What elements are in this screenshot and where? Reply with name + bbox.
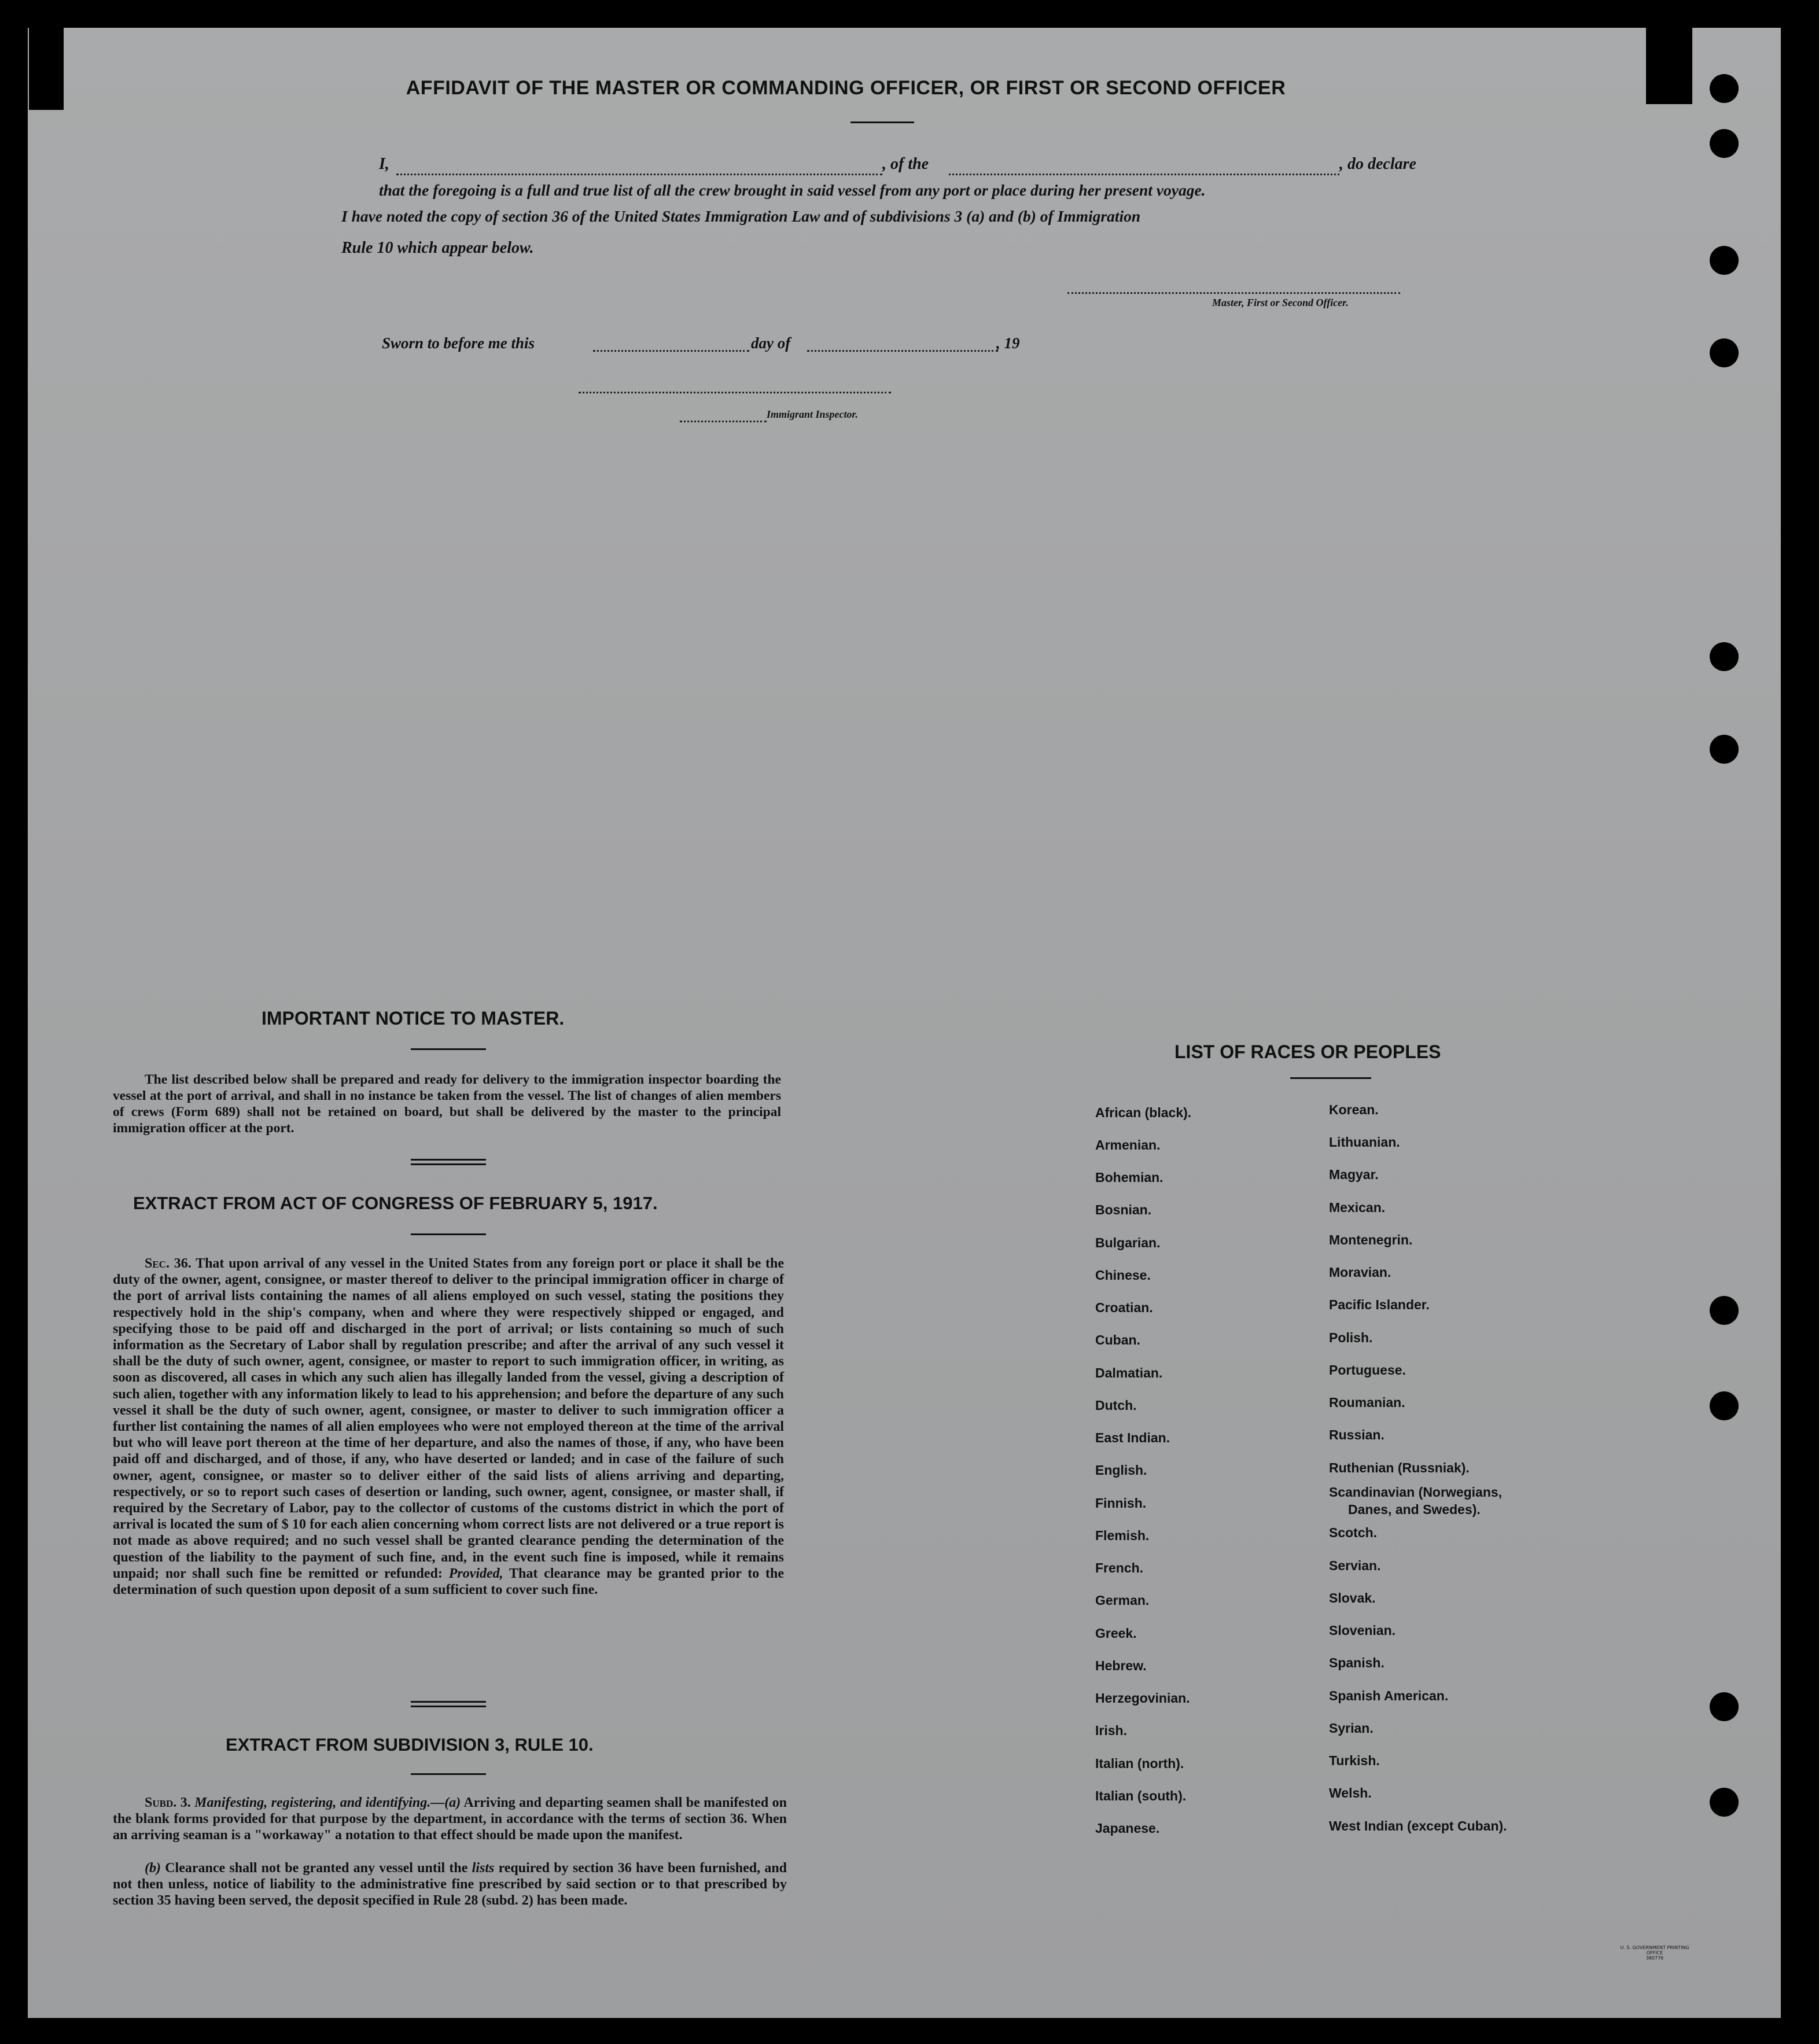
race-item: Slovak. <box>1329 1590 1376 1605</box>
race-item: Irish. <box>1095 1723 1127 1738</box>
inspector-signature-line[interactable] <box>579 392 891 393</box>
race-item: Dalmatian. <box>1095 1365 1163 1380</box>
race-item: Slovenian. <box>1329 1623 1396 1638</box>
race-item: Magyar. <box>1329 1167 1379 1182</box>
name-blank[interactable] <box>396 174 882 175</box>
sworn-month-blank[interactable] <box>807 350 998 352</box>
race-item: Spanish. <box>1329 1655 1384 1670</box>
race-item: German. <box>1095 1593 1150 1608</box>
race-item: Scandinavian (Norwegians, <box>1329 1485 1503 1500</box>
declaration-i: I, <box>379 155 389 173</box>
race-item: Herzegovinian. <box>1095 1691 1190 1706</box>
race-item: Montenegrin. <box>1329 1232 1413 1247</box>
act-double-rule-top <box>411 1701 486 1703</box>
provided-label: Provided, <box>448 1566 503 1581</box>
rule-subd-a <box>113 1795 787 1843</box>
race-item: Hebrew. <box>1095 1658 1147 1673</box>
punch-hole <box>1710 1391 1739 1420</box>
officer-signature-label: Master, First or Second Officer. <box>1212 297 1349 308</box>
race-item: Welsh. <box>1329 1785 1372 1800</box>
race-item: Syrian. <box>1329 1721 1374 1736</box>
act-extract-title: EXTRACT FROM ACT OF CONGRESS OF FEBRUARY 5, 1917. <box>133 1193 658 1213</box>
race-item: Bosnian. <box>1095 1202 1152 1217</box>
race-item: Italian (north). <box>1095 1756 1184 1771</box>
notice-title-underline <box>411 1048 486 1050</box>
race-item: Danes, and Swedes). <box>1348 1502 1481 1517</box>
race-item: Scotch. <box>1329 1525 1378 1540</box>
act-title-underline <box>411 1233 486 1235</box>
subd-b-lists: lists <box>472 1861 495 1876</box>
punch-hole <box>1710 246 1739 275</box>
race-item: Pacific Islander. <box>1329 1297 1430 1312</box>
notice-double-rule-top <box>411 1159 486 1161</box>
title-underline <box>850 121 914 123</box>
sec-36-label: Sec. 36. <box>145 1256 192 1271</box>
punch-hole <box>1710 735 1739 764</box>
subd-a-label: —(a) <box>430 1795 461 1810</box>
affidavit-title: AFFIDAVIT OF THE MASTER OR COMMANDING OFFICER, OR FIRST OR SECOND OFFICER <box>406 77 1286 99</box>
subd-3-label: Subd. 3. <box>145 1795 191 1810</box>
printer-imprint-line-1: U. S. GOVERNMENT PRINTING OFFICE <box>1620 1945 1689 1955</box>
inspector-label: Immigrant Inspector. <box>767 408 859 420</box>
race-item: Mexican. <box>1329 1200 1386 1215</box>
subd-a-text: Arriving and departing seamen shall be manifested on the blank forms provided for that purpose by the department, in accordance with the terms of section 36. When an arriving seaman is a "workaway" a notation to that effect should be made upon the manifest. <box>113 1795 787 1843</box>
race-item: Flemish. <box>1095 1528 1150 1543</box>
race-item: East Indian. <box>1095 1430 1170 1445</box>
race-item: Turkish. <box>1329 1753 1380 1768</box>
race-item: Russian. <box>1329 1427 1384 1442</box>
race-item: Finnish. <box>1095 1496 1147 1511</box>
punch-hole <box>1710 129 1739 158</box>
race-item: English. <box>1095 1463 1147 1478</box>
rule-extract-title: EXTRACT FROM SUBDIVISION 3, RULE 10. <box>226 1734 594 1755</box>
race-item: Armenian. <box>1095 1137 1161 1152</box>
race-item: Ruthenian (Russniak). <box>1329 1460 1470 1475</box>
sworn-year: , 19 <box>996 334 1020 352</box>
position-blank[interactable] <box>949 174 1339 175</box>
declaration-declare: , do declare <box>1339 155 1416 173</box>
rule-title-underline <box>411 1773 486 1775</box>
punch-hole <box>1710 1692 1739 1721</box>
declaration-line-3: I have noted the copy of section 36 of the United States Immigration Law and of subdivisions 3 (a) and (b) of Immigration <box>341 207 1141 225</box>
printer-imprint-line-2: 380776 <box>1645 1955 1664 1961</box>
punch-hole <box>1710 642 1739 671</box>
notice-title: IMPORTANT NOTICE TO MASTER. <box>262 1008 565 1029</box>
notice-double-rule-bottom <box>411 1163 486 1165</box>
race-item: Korean. <box>1329 1102 1379 1117</box>
sworn-day-of: day of <box>751 334 791 352</box>
race-item: Spanish American. <box>1329 1688 1449 1703</box>
race-item: Cuban. <box>1095 1332 1140 1347</box>
race-item: Croatian. <box>1095 1300 1153 1315</box>
provided-text: That clearance may be granted prior to the determination of such question upon deposit of a sum sufficient to cover such fine. <box>113 1566 785 1598</box>
printer-imprint <box>1620 1945 1689 1961</box>
act-extract-body <box>113 1255 784 1598</box>
race-item: Dutch. <box>1095 1398 1137 1413</box>
race-item: French. <box>1095 1560 1144 1575</box>
rule-subd-b <box>113 1860 787 1909</box>
notice-body: The list described below shall be prepared and ready for delivery to the immigration inspector boarding the vessel at the port of arrival, and shall in no instance be taken from the vessel. The list of changes of alien members of crews (Form 689) shall not be retained on board, but shall be delivered by the master to the principal immigration officer at the port. <box>113 1072 781 1136</box>
act-double-rule-bottom <box>411 1706 486 1707</box>
sec-36-text: That upon arrival of any vessel in the United States from any foreign port or place it shall be the duty of the owner, agent, consignee, or master thereof to deliver to the principal immigration officer in charge of the port of arrival lists containing the names of all aliens employed on such vessel, stating the positions they respectively hold in the ship's company, when and where they were respectively shipped or engaged, and specifying those to be paid off and discharged in the port of arrival; or lists containing so much of such information as the Secretary of Labor shall by regulation prescribe; and after the arrival of any such vessel it shall be the duty of such owner, agent, consignee, or master to report to such immigration officer, in writing, as soon as discovered, all cases in which any such alien has illegally landed from the vessel, giving a description of such alien, together with any information likely to lead to his apprehension; and before the departure of any such vessel it shall be the duty of such owner, agent, consignee, or master to deliver to such immigration officer a further list containing the names of all alien employees who were not employed thereon at the time of the arrival but who will leave port thereon at the time of her departure, and also the names of those, if any, who have been paid off and discharged, and of those, if any, who have deserted or landed; and in case of the failure of such owner, agent, consignee, or master so to deliver either of the said lists of aliens arriving and departing, respectively, or so to report such cases of desertion or landing, such owner, agent, consignee, or master shall, if required by the Secretary of Labor, pay to the collector of customs of the customs district in which the port of arrival is located the sum of $ 10 for each alien concerning whom correct lists are not delivered or a true report is not made as above required; and no such vessel shall be granted clearance pending the determination of the question of the liability to the payment of such fine, and, in the event such fine is imposed, while it remains unpaid; nor shall such fine be remitted or refunded: <box>113 1256 784 1581</box>
races-title-underline <box>1290 1077 1371 1079</box>
declaration-line-2: that the foregoing is a full and true list of all the crew brought in said vessel from any port or place during her present voyage. <box>379 181 1206 199</box>
subd-b-label: (b) <box>145 1861 161 1876</box>
race-item: African (black). <box>1095 1105 1192 1120</box>
subd-b-text-2: required by section 36 have been furnished, and not then unless, notice of liability to the administrative fine prescribed by said section or to that prescribed by section 35 having been served, the deposit specified in Rule 28 (subd. 2) has been made. <box>113 1861 787 1908</box>
subd-b-text-1: Clearance shall not be granted any vessel until the <box>165 1861 468 1876</box>
race-item: Bulgarian. <box>1095 1235 1161 1250</box>
race-item: Bohemian. <box>1095 1170 1163 1185</box>
sworn-day-blank[interactable] <box>593 350 749 352</box>
officer-signature-line[interactable] <box>1067 292 1400 294</box>
declaration-line-4: Rule 10 which appear below. <box>341 239 534 257</box>
punch-hole <box>1710 338 1739 367</box>
race-item: Moravian. <box>1329 1265 1391 1280</box>
race-item: Greek. <box>1095 1626 1137 1641</box>
inspector-name-line[interactable] <box>680 421 767 422</box>
race-item: Japanese. <box>1095 1821 1160 1836</box>
race-item: Servian. <box>1329 1558 1381 1573</box>
subd-3-heading: Manifesting, registering, and identifying. <box>194 1795 431 1810</box>
race-item: West Indian (except Cuban). <box>1329 1818 1507 1833</box>
race-item: Portuguese. <box>1329 1362 1406 1378</box>
race-item: Polish. <box>1329 1330 1373 1345</box>
race-item: Roumanian. <box>1329 1395 1405 1410</box>
punch-hole <box>1710 1788 1739 1817</box>
punch-hole <box>1710 1296 1739 1325</box>
race-item: Lithuanian. <box>1329 1135 1400 1150</box>
declaration-of-the: , of the <box>882 155 929 173</box>
sworn-prefix: Sworn to before me this <box>382 334 535 352</box>
races-title: LIST OF RACES OR PEOPLES <box>1174 1041 1441 1062</box>
race-item: Chinese. <box>1095 1268 1151 1283</box>
race-item: Italian (south). <box>1095 1788 1187 1803</box>
